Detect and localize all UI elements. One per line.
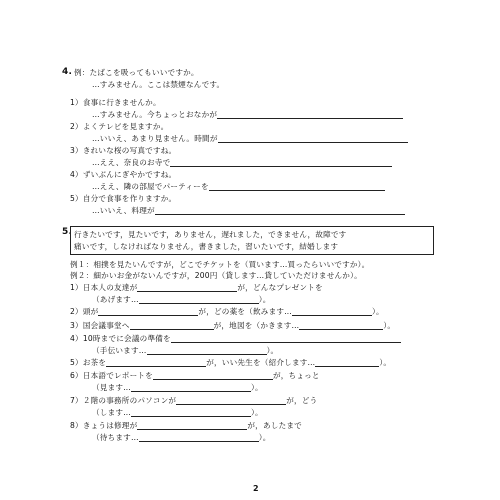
s4-item5-answer: …いいえ、料理が bbox=[92, 206, 405, 215]
answer-blank[interactable] bbox=[218, 135, 408, 143]
answer-blank[interactable] bbox=[217, 111, 403, 119]
answer-blank[interactable] bbox=[139, 434, 259, 442]
answer-blank[interactable] bbox=[131, 384, 251, 392]
s5-item7-line1: 7）２階の事務所のパソコンが が，どう bbox=[70, 396, 318, 405]
answer-blank[interactable] bbox=[292, 308, 372, 316]
answer-blank[interactable] bbox=[137, 422, 247, 430]
section-5-number: 5. bbox=[62, 227, 73, 237]
s5-example-2: 例２：細かいお金がないんですが，200円（貸します…貸していただけませんか）。 bbox=[70, 271, 362, 280]
answer-blank[interactable] bbox=[170, 159, 392, 167]
answer-blank[interactable] bbox=[137, 284, 237, 292]
answer-blank[interactable] bbox=[131, 409, 251, 417]
s5-item3-line1: 3）国会議事堂へ が，地図を（かきます… ）。 bbox=[70, 321, 396, 330]
answer-blank[interactable] bbox=[139, 296, 259, 304]
answer-blank[interactable] bbox=[171, 335, 401, 343]
s4-item1-answer: …すみません。今ちょっとおなかが bbox=[92, 110, 403, 119]
answer-blank[interactable] bbox=[155, 207, 405, 215]
s5-item6-line1: 6）日本語でレポートを が，ちょっと bbox=[70, 371, 320, 380]
s5-item1-line1: 1）日本人の友達が が，どんなプレゼントを bbox=[70, 283, 323, 292]
section-4-example-answer: …すみません。ここは禁煙なんです。 bbox=[92, 80, 225, 89]
answer-blank[interactable] bbox=[299, 322, 383, 330]
s5-item4-line2: （手伝います… ）。 bbox=[92, 346, 279, 355]
s4-item4-answer: …ええ、隣の部屋でパーティーを bbox=[92, 182, 385, 191]
s4-item5-question: 5）自分で食事を作りますか。 bbox=[70, 194, 177, 203]
s4-item2-answer: …いいえ、あまり見ません。時間が bbox=[92, 134, 408, 143]
s5-item7-line2: （します… ）。 bbox=[92, 408, 263, 417]
page-number: 2 bbox=[253, 484, 259, 493]
s5-item2-line1: 2）頭が が，どの薬を（飲みます… ）。 bbox=[70, 307, 384, 316]
s4-item1-question: 1）食事に行きませんか。 bbox=[70, 98, 161, 107]
answer-blank[interactable] bbox=[98, 308, 198, 316]
answer-blank[interactable] bbox=[209, 183, 385, 191]
answer-blank[interactable] bbox=[106, 359, 206, 367]
s4-item4-question: 4）ずいぶんにぎやかですね。 bbox=[70, 170, 177, 179]
s5-item8-line1: 8）きょうは修理が が，あしたまで bbox=[70, 421, 302, 430]
answer-blank[interactable] bbox=[176, 397, 286, 405]
word-box-line-2: 痛いです，しなければなりません，書きました，習いたいです，結婚します bbox=[74, 242, 339, 251]
s4-item2-question: 2）よくテレビを見ますか。 bbox=[70, 122, 169, 131]
answer-blank[interactable] bbox=[315, 359, 379, 367]
s5-item5-line1: 5）お茶を が，いい先生を（紹介します… ）。 bbox=[70, 358, 392, 367]
s5-item1-line2: （あげます… ）。 bbox=[92, 295, 271, 304]
answer-blank[interactable] bbox=[147, 347, 267, 355]
s5-item4-line1: 4）10時までに会議の準備を bbox=[70, 334, 401, 343]
section-4-number: 4. bbox=[62, 67, 73, 77]
s5-item6-line2: （見ます… ）。 bbox=[92, 383, 263, 392]
answer-blank[interactable] bbox=[153, 372, 273, 380]
s5-example-1: 例１：相撲を見たいんですが，どこでチケットを（買います…買ったらいいですか）。 bbox=[70, 260, 370, 269]
section-4-example-question: 例：たばこを吸ってもいいですか。 bbox=[74, 68, 199, 77]
answer-blank[interactable] bbox=[130, 322, 214, 330]
s4-item3-question: 3）きれいな桜の写真ですね。 bbox=[70, 146, 177, 155]
s4-item3-answer: …ええ、奈良のお寺で bbox=[92, 158, 392, 167]
word-box-line-1: 行きたいです，見たいです，ありません，遅れました，できません，故障です bbox=[74, 230, 347, 239]
s5-item8-line2: （待ちます… ）。 bbox=[92, 433, 271, 442]
